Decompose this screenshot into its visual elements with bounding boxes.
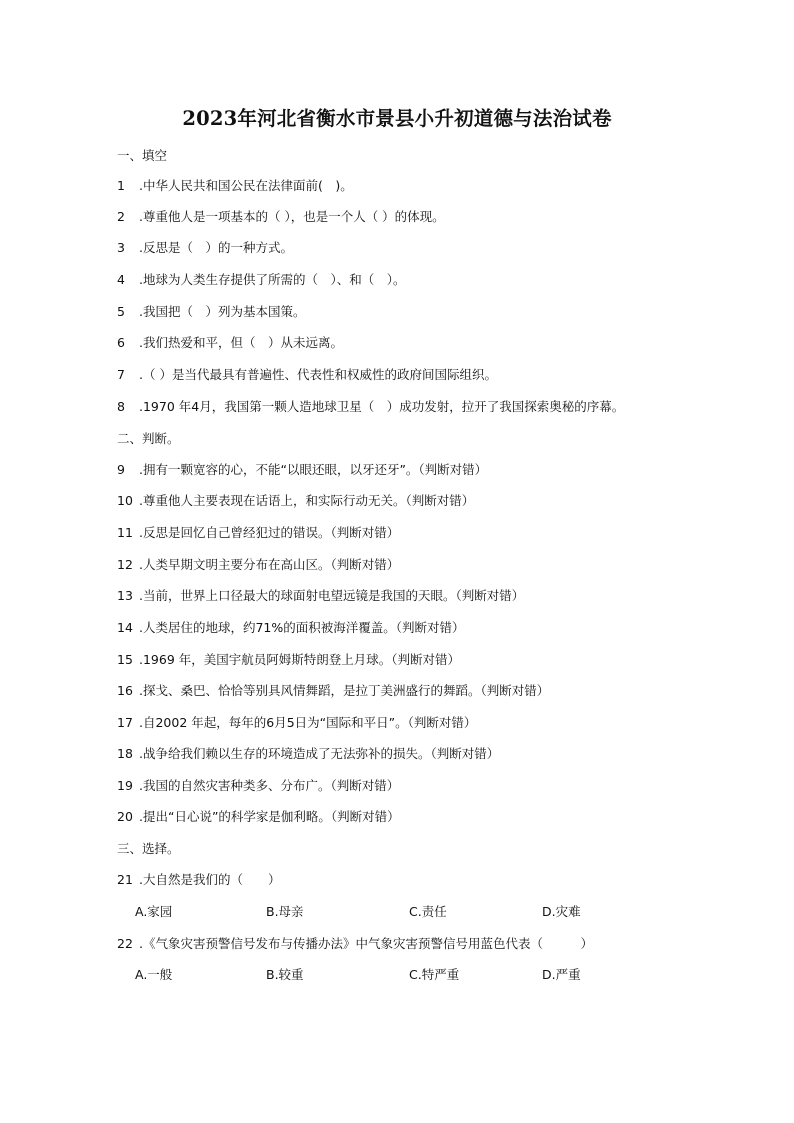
question-number: 2 [117,209,125,224]
question-18 [117,744,499,762]
question-text: .《气象灾害预警信号发布与传播办法》中气象灾害预警信号用蓝色代表（ ） [139,936,593,951]
question-16 [117,681,549,699]
option-c: C.责任 [409,904,447,919]
question-number: 8 [117,399,125,414]
question-number: 14 [117,620,133,635]
question-text: .人类早期文明主要分布在高山区。（判断对错） [139,557,400,572]
question-15 [117,650,460,668]
question-2 [117,207,445,225]
question-number: 3 [117,240,125,255]
page-title: 2023年河北省衡水市景县小升初道德与法治试卷 [182,107,612,130]
question-11 [117,523,399,541]
question-text: .尊重他人主要表现在话语上，和实际行动无关。（判断对错） [139,493,475,508]
question-number: 10 [117,493,133,508]
question-1 [117,176,353,194]
option-b: B.较重 [266,967,304,982]
question-number: 15 [117,652,133,667]
question-text: .探戈、桑巴、恰恰等别具风情舞蹈，是拉丁美洲盛行的舞蹈。（判断对错） [139,683,550,698]
question-17 [117,713,476,731]
question-text: .我国的自然灾害种类多、分布广。（判断对错） [139,778,400,793]
question-number: 1 [117,178,125,193]
option-a: A.家园 [135,904,173,919]
question-5 [117,302,305,320]
question-number: 21 [117,872,133,887]
question-number: 5 [117,304,125,319]
question-number: 22 [117,936,133,951]
question-9 [117,460,487,478]
question-number: 18 [117,746,133,761]
question-text: .我们热爱和平，但（ ）从未远离。 [139,335,343,350]
question-text: .提出“日心说”的科学家是伽利略。（判断对错） [139,809,400,824]
question-20 [117,807,400,825]
question-4 [117,270,405,288]
question-14 [117,618,465,636]
question-13 [117,586,524,604]
choice-options [135,965,655,983]
option-d: D.严重 [542,967,581,982]
question-text: .人类居住的地球，约71%的面积被海洋覆盖。（判断对错） [139,620,465,635]
question-text: .大自然是我们的（ ） [139,872,281,887]
question-number: 13 [117,588,133,603]
question-text: .战争给我们赖以生存的环境造成了无法弥补的损失。（判断对错） [139,746,500,761]
question-number: 11 [117,525,133,540]
section-heading-choice: 三、选择。 [117,841,180,856]
question-22 [117,934,593,952]
question-text: .1970 年4月，我国第一颗人造地球卫星（ ）成功发射，拉开了我国探索奥秘的序幕。 [139,399,625,414]
section-heading-fill: 一、填空 [117,148,168,163]
question-number: 4 [117,272,125,287]
question-number: 7 [117,367,125,382]
question-10 [117,491,474,509]
question-number: 17 [117,715,133,730]
question-21 [117,870,280,888]
question-text: .中华人民共和国公民在法律面前( )。 [139,178,353,193]
option-c: C.特严重 [409,967,460,982]
question-number: 9 [117,462,125,477]
option-d: D.灾难 [542,904,581,919]
section-heading-judge: 二、判断。 [117,431,180,446]
option-a: A.一般 [135,967,173,982]
option-b: B.母亲 [266,904,304,919]
question-text: .尊重他人是一项基本的（ ），也是一个人（ ）的体现。 [139,209,445,224]
question-text: .1969 年，美国宇航员阿姆斯特朗登上月球。（判断对错） [139,652,461,667]
question-text: .（ ）是当代最具有普遍性、代表性和权威性的政府间国际组织。 [139,367,497,382]
question-number: 6 [117,335,125,350]
question-text: .我国把（ ）列为基本国策。 [139,304,306,319]
question-text: .地球为人类生存提供了所需的（ ）、和（ ）。 [139,272,406,287]
question-number: 19 [117,778,133,793]
question-3 [117,238,293,256]
question-text: .自2002 年起，每年的6月5日为“国际和平日”。（判断对错） [139,715,477,730]
question-text: .反思是回忆自己曾经犯过的错误。（判断对错） [139,525,400,540]
question-number: 16 [117,683,133,698]
question-text: .当前，世界上口径最大的球面射电望远镜是我国的天眼。（判断对错） [139,588,525,603]
question-text: .拥有一颗宽容的心，不能“以眼还眼，以牙还牙”。（判断对错） [139,462,488,477]
question-number: 20 [117,809,133,824]
question-19 [117,776,399,794]
question-number: 12 [117,557,133,572]
question-7 [117,365,497,383]
question-12 [117,555,399,573]
question-8 [117,397,624,415]
question-6 [117,333,343,351]
question-text: .反思是（ ）的一种方式。 [139,240,293,255]
choice-options [135,902,655,920]
